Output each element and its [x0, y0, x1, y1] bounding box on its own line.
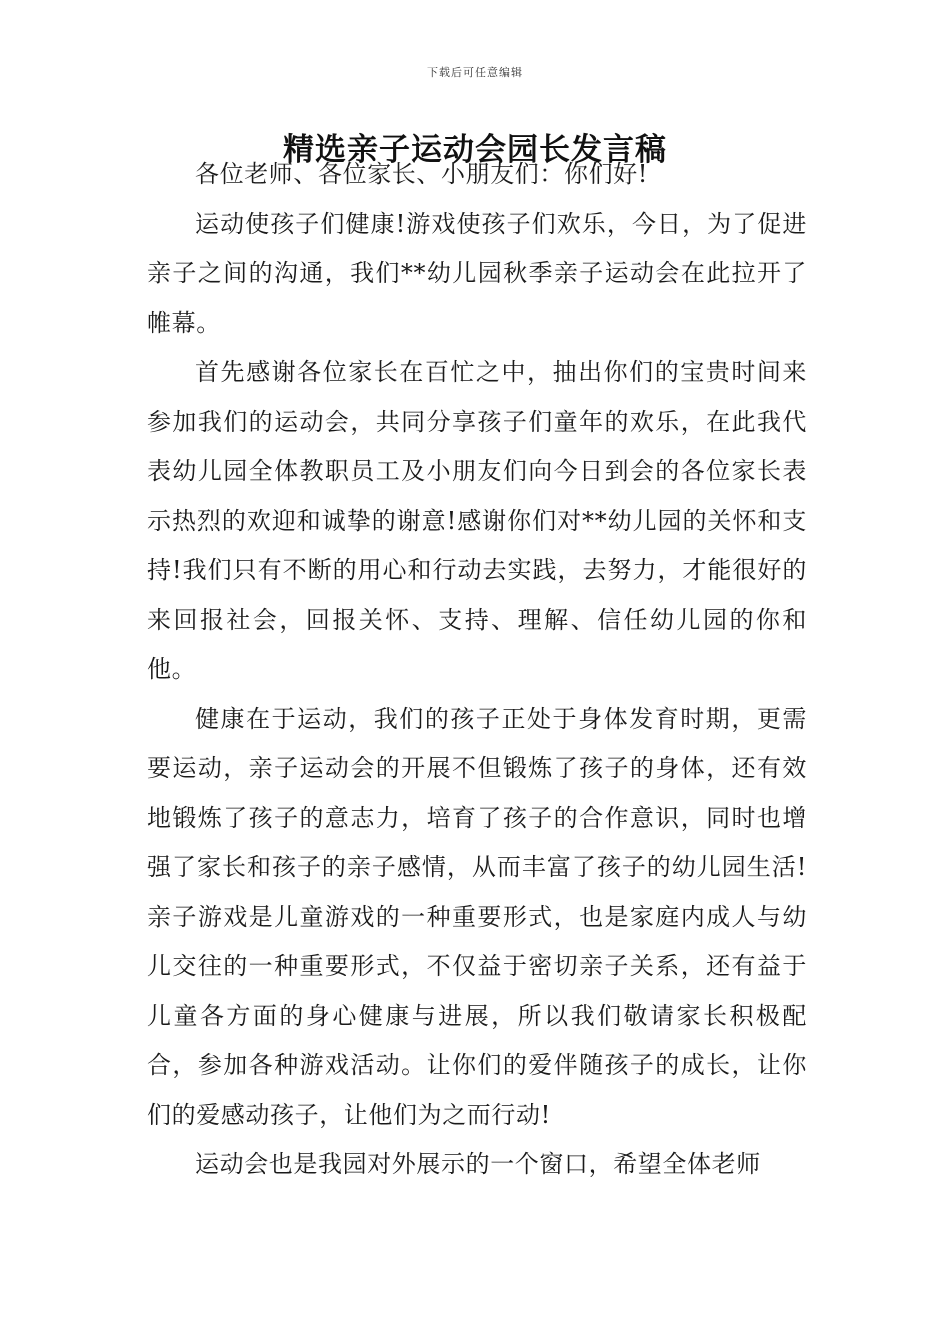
body-paragraph-1: 运动使孩子们健康!游戏使孩子们欢乐，今日，为了促进亲子之间的沟通，我们**幼儿园秋季亲子运动会在此拉开了帷幕。: [147, 209, 807, 337]
greeting-paragraph: 各位老师、各位家长、小朋友们：你们好!: [195, 160, 649, 188]
body-paragraph-4: 运动会也是我园对外展示的一个窗口，希望全体老师: [195, 1150, 761, 1178]
document-title: 精选亲子运动会园长发言稿: [283, 132, 667, 168]
body-paragraph-3: 健康在于运动，我们的孩子正处于身体发育时期，更需要运动，亲子运动会的开展不但锻炼了孩子的身体，还有效地锻炼了孩子的意志力，培育了孩子的合作意识，同时也增强了家长和孩子的亲子感情，从而丰富了孩子的幼儿园生活!亲子游戏是儿童游戏的一种重要形式，也是家庭内成人与幼儿交往的一种重要形式，不仅益于密切亲子关系，还有益于儿童各方面的身心健康与进展，所以我们敬请家长积极配合，参加各种游戏活动。让你们的爱伴随孩子的成长，让你们的爱感动孩子，让他们为之而行动!: [147, 704, 807, 1129]
page-header-note: 下载后可任意编辑: [427, 66, 523, 79]
body-paragraph-2: 首先感谢各位家长在百忙之中，抽出你们的宝贵时间来参加我们的运动会，共同分享孩子们童年的欢乐，在此我代表幼儿园全体教职员工及小朋友们向今日到会的各位家长表示热烈的欢迎和诚挚的谢意!感谢你们对**幼儿园的关怀和支持!我们只有不断的用心和行动去实践，去努力，才能很好的来回报社会，回报关怀、支持、理解、信任幼儿园的你和他。: [147, 358, 807, 683]
document-body: [147, 150, 807, 1190]
